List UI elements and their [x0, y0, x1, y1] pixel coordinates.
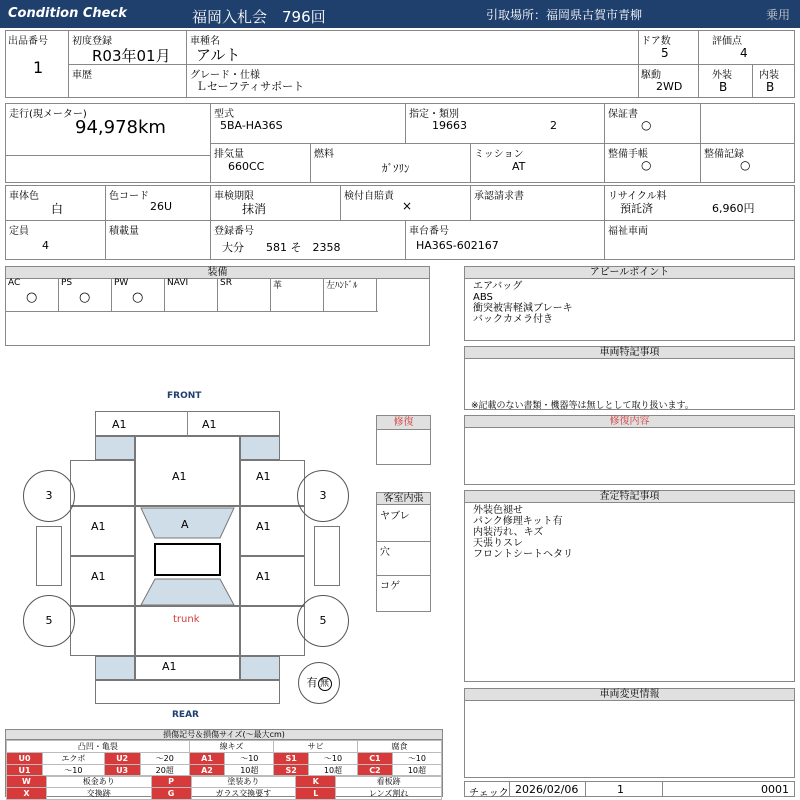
- equipment-mark: ○: [79, 290, 91, 305]
- inspection-note: 内装汚れ、キズ: [473, 527, 544, 538]
- car-name-label: 車種名: [190, 36, 220, 47]
- legend-code: A1: [189, 753, 225, 765]
- history-label: 車歴: [72, 70, 92, 81]
- equipment-item: [112, 278, 165, 311]
- displacement-label: 排気量: [214, 149, 244, 160]
- capacity: 4: [42, 239, 49, 252]
- legend-code: S1: [274, 753, 309, 765]
- legend-table: [6, 740, 442, 777]
- mileage: 94,978km: [75, 117, 166, 138]
- interior-label: 内装: [759, 70, 779, 81]
- spare-label: 有: [306, 676, 318, 689]
- legend-header: 凸凹・亀裂: [7, 741, 190, 753]
- interior-item-hole: 穴: [380, 547, 390, 558]
- exterior-label: 外装: [712, 70, 732, 81]
- wheel-rear-left: 5: [23, 595, 75, 647]
- equipment-title: 装備: [6, 267, 429, 279]
- legend-desc: 〜10: [225, 753, 274, 765]
- roof-mark: A: [181, 518, 189, 531]
- legend-desc: レンズ割れ: [336, 788, 442, 800]
- pickup-location: 引取場所：福岡県古賀市青柳: [486, 8, 643, 22]
- repair-content-panel: [464, 415, 795, 485]
- special-title: 車両特記事項: [465, 347, 794, 359]
- legend-code: W: [7, 776, 47, 788]
- score: 4: [740, 46, 748, 60]
- check-number: 1: [617, 783, 624, 796]
- legend-desc: 10超: [225, 765, 274, 777]
- header-bar: [0, 0, 800, 28]
- mirror-left: [36, 526, 62, 586]
- record-label: 整備記録: [704, 149, 744, 160]
- rear-door-right: [240, 556, 305, 606]
- legend-code: A2: [189, 765, 225, 777]
- front-label: FRONT: [167, 391, 202, 401]
- taillight-right: [240, 656, 280, 680]
- change-info-title: 車両変更情報: [465, 689, 794, 701]
- inspection-notes-panel: [464, 490, 795, 682]
- front-bumper-right-mark: A1: [202, 418, 217, 431]
- rear-label: REAR: [172, 710, 199, 720]
- check-code: 0001: [761, 783, 789, 796]
- rear-door-right-mark: A1: [256, 570, 271, 583]
- fuel: ｶﾞｿﾘﾝ: [382, 162, 410, 175]
- legend-code: U3: [104, 765, 140, 777]
- mirror-right: [314, 526, 340, 586]
- drive: 2WD: [656, 80, 683, 93]
- wheel-front-right: 3: [297, 470, 349, 522]
- legend-desc: 10超: [308, 765, 357, 777]
- lot-number: 1: [33, 58, 44, 77]
- inspection-note: フロントシートヘタリ: [473, 549, 573, 560]
- color-code-label: 色コード: [109, 191, 149, 202]
- special-note: ※記載のない書類・機器等は無しとして取り扱います。: [471, 401, 694, 411]
- displacement: 660CC: [228, 160, 265, 173]
- model-code: 5BA-HA36S: [220, 119, 283, 132]
- designation: 19663: [432, 119, 467, 132]
- score-label: 評価点: [712, 36, 742, 47]
- insurance: ×: [402, 199, 413, 213]
- legend-title: 損傷記号＆損傷サイズ(〜最大cm): [6, 730, 442, 740]
- rear-door-left-mark: A1: [91, 570, 106, 583]
- legend-desc: 板金あり: [46, 776, 151, 788]
- legend-desc: 〜10: [392, 753, 441, 765]
- designation-label: 指定・類別: [409, 109, 459, 120]
- headlight-left: [95, 436, 135, 460]
- appeal-lines: [473, 281, 573, 325]
- front-bumper-left-mark: A1: [112, 418, 127, 431]
- insurance-label: 検付自賠責: [344, 191, 394, 202]
- front-fender-left: [70, 460, 135, 506]
- lot-label: 出品番号: [8, 36, 48, 47]
- interior-grade: B: [766, 80, 775, 94]
- model-label: 型式: [214, 109, 234, 120]
- equipment-item: [165, 278, 218, 311]
- hood-mark: A1: [172, 470, 187, 483]
- exterior-grade: B: [719, 80, 728, 94]
- taillight-left: [95, 656, 135, 680]
- rear-panel-mark: A1: [162, 660, 177, 673]
- spare-tire: [298, 662, 340, 704]
- doors: 5: [661, 46, 669, 60]
- interior-box: [376, 492, 431, 612]
- equipment-name: 革: [273, 281, 283, 291]
- rear-panel: [135, 656, 240, 680]
- plate-number: 大分 581 そ 2358: [222, 241, 341, 254]
- front-door-right-mark: A1: [256, 520, 271, 533]
- grade: Ｌセーフティサポート: [196, 80, 305, 93]
- repair-content-title: 修復内容: [465, 416, 794, 428]
- equipment-item: [324, 278, 377, 311]
- legend-code: G: [151, 788, 191, 800]
- legend-desc: 看板跡: [336, 776, 442, 788]
- check-label: チェック: [469, 788, 509, 799]
- legend-code: U2: [104, 753, 140, 765]
- chassis-number: HA36S-602167: [416, 239, 499, 252]
- rear-fender-right: [240, 606, 305, 656]
- interior-title: 客室内張: [377, 493, 430, 505]
- mission: AT: [512, 160, 526, 173]
- car-name: アルト: [196, 46, 241, 64]
- legend-code: S2: [274, 765, 309, 777]
- damage-legend: [5, 729, 443, 797]
- legend-desc: 10超: [392, 765, 441, 777]
- auction-name: 福岡入札会 796回: [192, 8, 326, 26]
- legend-desc: 〜10: [43, 765, 104, 777]
- equipment-mark: ○: [26, 290, 38, 305]
- equipment-name: PS: [61, 278, 73, 288]
- inspection-note: 外装色褪せ: [473, 505, 523, 516]
- warranty: ○: [641, 118, 652, 132]
- appeal-line: バックカメラ付き: [473, 314, 553, 325]
- front-door-left-mark: A1: [91, 520, 106, 533]
- hood: [135, 436, 240, 506]
- legend-extra-table: [6, 775, 442, 800]
- header-title: Condition Check: [8, 6, 127, 21]
- registration-date: R03年01月: [92, 47, 171, 65]
- interior-item-tear: ヤブレ: [380, 511, 410, 522]
- grade-label: グレード・仕様: [190, 70, 260, 81]
- appeal-title: アピールポイント: [465, 267, 794, 279]
- headlight-right: [240, 436, 280, 460]
- equipment-item: [6, 278, 59, 311]
- front-door-right: [240, 506, 305, 556]
- equipment-item: [271, 278, 324, 311]
- rear-fender-left: [70, 606, 135, 656]
- legend-desc: 交換跡: [46, 788, 151, 800]
- legend-code: C1: [358, 753, 393, 765]
- recycle-label: リサイクル料: [608, 191, 667, 202]
- doors-label: ドア数: [641, 36, 671, 47]
- change-info-panel: [464, 688, 795, 778]
- legend-header: サビ: [274, 741, 358, 753]
- fuel-label: 燃料: [314, 149, 334, 160]
- check-date: 2026/02/06: [515, 783, 579, 796]
- repair-box: [376, 415, 431, 465]
- equipment-name: SR: [220, 278, 232, 288]
- legend-desc: エクボ: [43, 753, 104, 765]
- appeal-line: ABS: [473, 292, 493, 303]
- trunk-label: trunk: [173, 614, 200, 625]
- mission-label: ミッション: [474, 149, 524, 160]
- body-color: 白: [51, 202, 64, 216]
- vehicle-category: 乗用: [766, 8, 791, 22]
- equipment-name: NAVI: [167, 278, 189, 288]
- appeal-line: エアバッグ: [473, 281, 523, 292]
- front-fender-right-mark: A1: [256, 470, 271, 483]
- legend-code: U1: [7, 765, 43, 777]
- wheel-front-left: 3: [23, 470, 75, 522]
- inspection-note: 天張りスレ: [473, 538, 523, 549]
- spare-mark: 無: [318, 677, 332, 691]
- chassis-label: 車台番号: [409, 226, 449, 237]
- warranty-label: 保証書: [608, 109, 638, 120]
- body-color-label: 車体色: [9, 191, 39, 202]
- front-fender-right: [240, 460, 305, 506]
- recycle-status: 預託済: [620, 202, 653, 215]
- legend-code: L: [296, 788, 336, 800]
- legend-code: K: [296, 776, 336, 788]
- inspection-expiry: 抹消: [242, 202, 267, 216]
- manual-label: 整備手帳: [608, 149, 648, 160]
- inspection-label: 車検期限: [214, 191, 254, 202]
- special-panel: [464, 346, 795, 410]
- inspection-note: パンク修理キット有: [473, 516, 563, 527]
- category-number: 2: [550, 119, 557, 132]
- record: ○: [740, 158, 751, 172]
- drive-label: 駆動: [641, 70, 661, 81]
- appeal-panel: [464, 266, 795, 341]
- wheel-rear-right: 5: [297, 595, 349, 647]
- equipment-name: 左ﾊﾝﾄﾞﾙ: [326, 281, 358, 291]
- equipment-mark: ○: [132, 290, 144, 305]
- legend-code: C2: [358, 765, 393, 777]
- legend-desc: 〜20: [140, 753, 189, 765]
- legend-code: X: [7, 788, 47, 800]
- equipment-name: AC: [8, 278, 21, 288]
- load-label: 積載量: [109, 226, 139, 237]
- mileage-label: 走行(現メーター): [9, 109, 87, 120]
- interior-item-burn: コゲ: [380, 581, 400, 592]
- equipment-item: [218, 278, 271, 311]
- legend-code: P: [151, 776, 191, 788]
- inspection-notes-title: 査定特記事項: [465, 491, 794, 503]
- equipment-item: [59, 278, 112, 311]
- repair-label: 修復: [377, 416, 430, 430]
- legend-desc: 20超: [140, 765, 189, 777]
- equipment-name: PW: [114, 278, 129, 288]
- capacity-label: 定員: [9, 226, 29, 237]
- appeal-line: 衝突被害軽減ブレーキ: [473, 303, 573, 314]
- color-code: 26U: [150, 200, 173, 213]
- legend-code: U0: [7, 753, 43, 765]
- recycle-fee: 6,960円: [712, 202, 755, 215]
- legend-desc: ガラス交換要す: [191, 788, 296, 800]
- legend-desc: 塗装あり: [191, 776, 296, 788]
- welfare-label: 福祉車両: [608, 226, 648, 237]
- registration-label: 初度登録: [72, 36, 112, 47]
- approval-label: 承認請求書: [474, 191, 524, 202]
- manual: ○: [641, 158, 652, 172]
- plate-label: 登録番号: [214, 226, 254, 237]
- inspection-notes-lines: [473, 505, 573, 560]
- rear-bumper: [95, 680, 280, 704]
- check-bar: [464, 781, 795, 797]
- legend-header: 腐食: [358, 741, 442, 753]
- legend-header: 線キズ: [189, 741, 274, 753]
- legend-desc: 〜10: [308, 753, 357, 765]
